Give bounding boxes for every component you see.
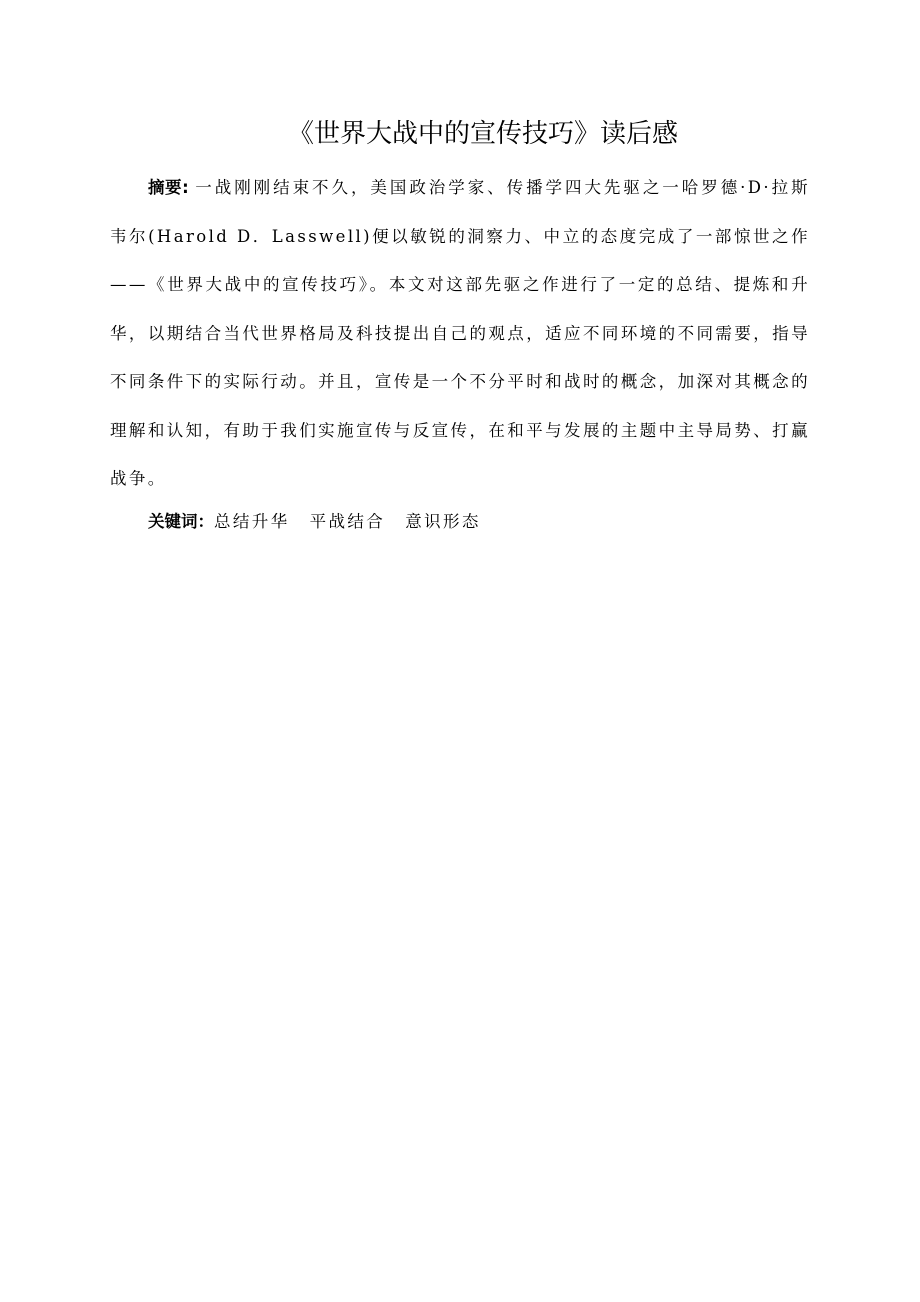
keyword-item: 意识形态 <box>405 512 481 531</box>
abstract-paragraph <box>110 164 810 504</box>
keywords-line <box>148 500 808 544</box>
document-title: 《世界大战中的宣传技巧》读后感 <box>287 119 678 149</box>
abstract-text: 一战刚刚结束不久，美国政治学家、传播学四大先驱之一哈罗德·D·拉斯韦尔(Harold D．Lasswell)便以敏锐的洞察力、中立的态度完成了一部惊世之作——《世界大战中的宣传技巧》。本文对这部先驱之作进行了一定的总结、提炼和升华，以期结合当代世界格局及科技提出自己的观点，适应不同环境的不同需要，指导不同条件下的实际行动。并且，宣传是一个不分平时和战时的概念，加深对其概念的理解和认知，有助于我们实施宣传与反宣传，在和平与发展的主题中主导局势、打赢战争。 <box>110 178 810 488</box>
abstract-label: 摘要: <box>148 178 189 197</box>
keyword-item: 平战结合 <box>309 512 386 531</box>
keywords-label: 关键词： <box>148 512 214 531</box>
keyword-item: 总结升华 <box>214 512 290 531</box>
